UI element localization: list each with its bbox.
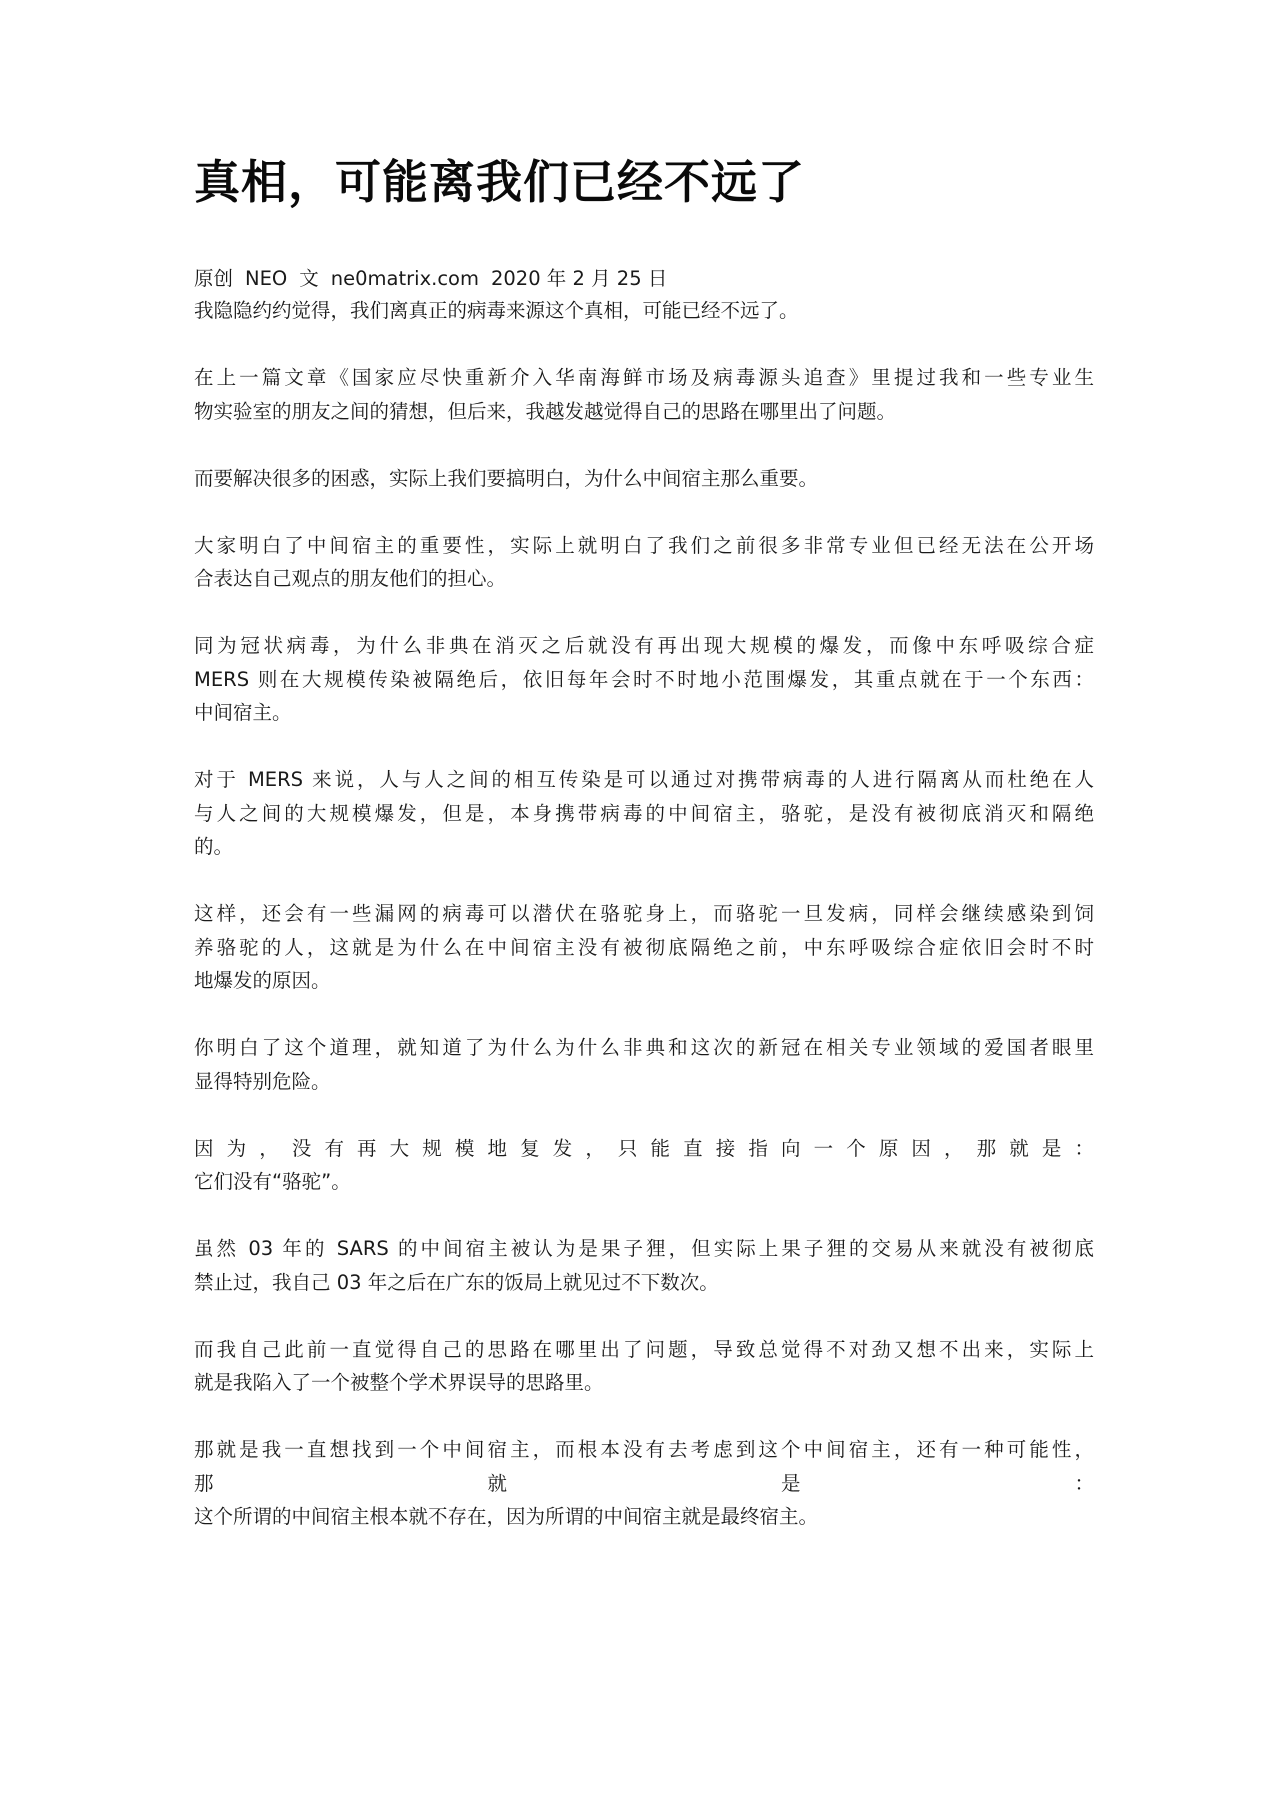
text-line: 合表达自己观点的朋友他们的担心。 — [194, 567, 507, 590]
text-line: 养骆驼的人，这就是为什么在中间宿主没有被彻底隔绝之前，中东呼吸综合症依旧会时不时 — [194, 935, 1094, 959]
text-line: 在上一篇文章《国家应尽快重新介入华南海鲜市场及病毒源头追查》里提过我和一些专业生 — [194, 366, 1094, 389]
text-line: 的。 — [194, 835, 234, 858]
text-line: 就是我陷入了一个被整个学术界误导的思路里。 — [194, 1371, 604, 1394]
byline-author: NEO — [245, 267, 288, 290]
text-line: 我隐隐约约觉得，我们离真正的病毒来源这个真相，可能已经不远了。 — [194, 299, 799, 322]
paragraph — [194, 1433, 1094, 1534]
paragraph — [194, 629, 1094, 730]
text-line: 那就是： — [194, 1471, 1094, 1495]
text-line: 禁止过，我自己 03 年之后在广东的饭局上就见过不下数次。 — [194, 1270, 719, 1294]
document-page — [194, 150, 1094, 1567]
paragraph — [194, 1132, 1094, 1199]
text-line: 这样，还会有一些漏网的病毒可以潜伏在骆驼身上，而骆驼一旦发病，同样会继续感染到饲 — [194, 902, 1094, 925]
byline-date: 2020 年 2 月 25 日 — [490, 267, 668, 290]
text-line: 地爆发的原因。 — [194, 969, 331, 992]
paragraph — [194, 763, 1094, 864]
paragraph — [194, 294, 1094, 328]
paragraph — [194, 897, 1094, 998]
text-line: 物实验室的朋友之间的猜想，但后来，我越发越觉得自己的思路在哪里出了问题。 — [194, 399, 897, 423]
text-line: 对于 MERS 来说，人与人之间的相互传染是可以通过对携带病毒的人进行隔离从而杜绝在人 — [194, 768, 1094, 791]
paragraph — [194, 1232, 1094, 1299]
text-line: 大家明白了中间宿主的重要性，实际上就明白了我们之前很多非常专业但已经无法在公开场 — [194, 533, 1094, 557]
text-line: 同为冠状病毒，为什么非典在消灭之后就没有再出现大规模的爆发，而像中东呼吸综合症 — [194, 634, 1094, 657]
text-line: 这个所谓的中间宿主根本就不存在，因为所谓的中间宿主就是最终宿主。 — [194, 1505, 819, 1528]
text-line: 显得特别危险。 — [194, 1069, 331, 1093]
text-line: MERS 则在大规模传染被隔绝后，依旧每年会时不时地小范围爆发，其重点就在于一个东西： — [194, 667, 1094, 691]
byline-suffix: 文 — [299, 267, 319, 290]
paragraph — [194, 1031, 1094, 1098]
byline-site: ne0matrix.com — [330, 267, 479, 290]
text-line: 那就是我一直想找到一个中间宿主，而根本没有去考虑到这个中间宿主，还有一种可能性， — [194, 1438, 1094, 1461]
paragraph — [194, 361, 1094, 428]
text-line: 中间宿主。 — [194, 701, 292, 724]
paragraph — [194, 1333, 1094, 1400]
byline-label: 原创 — [194, 267, 234, 290]
text-line: 虽然 03 年的 SARS 的中间宿主被认为是果子狸，但实际上果子狸的交易从来就没有被彻底 — [194, 1237, 1094, 1260]
article-body — [194, 294, 1094, 1534]
text-line: 你明白了这个道理，就知道了为什么为什么非典和这次的新冠在相关专业领域的爱国者眼里 — [194, 1036, 1094, 1059]
article-title: 真相，可能离我们已经不远了 — [194, 155, 805, 209]
text-line: 因为，没有再大规模地复发，只能直接指向一个原因，那就是： — [194, 1136, 1094, 1160]
byline — [194, 264, 1094, 294]
text-line: 它们没有“骆驼”。 — [194, 1170, 351, 1193]
paragraph — [194, 529, 1094, 596]
text-line: 而我自己此前一直觉得自己的思路在哪里出了问题，导致总觉得不对劲又想不出来，实际上 — [194, 1337, 1094, 1361]
paragraph — [194, 462, 1094, 496]
text-line: 而要解决很多的困惑，实际上我们要搞明白，为什么中间宿主那么重要。 — [194, 466, 819, 490]
text-line: 与人之间的大规模爆发，但是，本身携带病毒的中间宿主，骆驼，是没有被彻底消灭和隔绝 — [194, 801, 1094, 825]
